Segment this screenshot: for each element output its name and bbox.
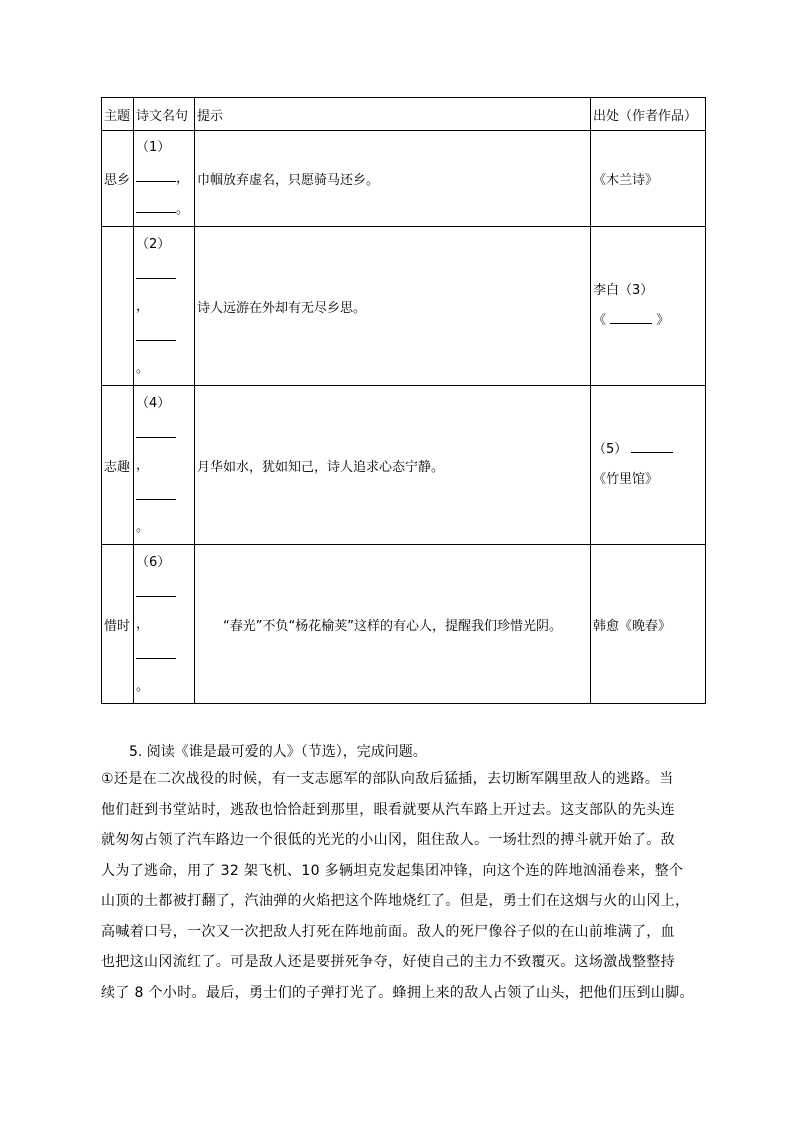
answer-blank[interactable] — [136, 645, 176, 659]
period: 。 — [136, 678, 150, 694]
title-open: 《 — [593, 313, 607, 328]
answer-blank[interactable] — [136, 265, 176, 279]
row-source: 韩愈《晚春》 — [591, 545, 706, 704]
item-number: （5） — [593, 442, 628, 457]
item-number: （1） — [136, 140, 171, 155]
paragraph-line: 续了 8 个小时。最后，勇士们的子弹打光了。蜂拥上来的敌人占领了山头，把他们压到山脚。 — [101, 984, 694, 1001]
table-row — [102, 545, 706, 704]
row-theme: 思乡 — [102, 131, 134, 227]
item-number: （2） — [136, 236, 171, 252]
row-source — [591, 386, 706, 545]
answer-blank[interactable] — [631, 439, 673, 453]
row-lines — [134, 545, 195, 704]
row-source: 《木兰诗》 — [591, 131, 706, 227]
title-close: 》 — [656, 313, 670, 328]
table-row — [102, 131, 706, 227]
row-theme — [102, 227, 134, 386]
row-lines — [134, 131, 195, 227]
answer-blank[interactable] — [136, 583, 176, 597]
source-title: 《竹里馆》 — [593, 472, 659, 487]
answer-blank[interactable] — [136, 486, 176, 500]
row-hint: 巾帼放弃虚名，只愿骑马还乡。 — [195, 131, 591, 227]
table-row — [102, 386, 706, 545]
table-header-row — [102, 98, 706, 131]
paragraph-line: 高喊着口号，一次又一次把敌人打死在阵地前面。敌人的死尸像谷子似的在山前堆满了，血 — [101, 923, 675, 940]
paragraph-line: 也把这山冈流红了。可是敌人还是要拼死争夺，好使自己的主力不致覆灭。这场激战整整持 — [101, 954, 675, 970]
header-lines: 诗文名句 — [134, 98, 195, 131]
paragraph-line: ①还是在二次战役的时候，有一支志愿军的部队向敌后猛插，去切断军隅里敌人的逃路。当 — [101, 771, 674, 787]
row-hint: 月华如水，犹如知己，诗人追求心态宁静。 — [195, 386, 591, 545]
table-row — [102, 227, 706, 386]
row-lines — [134, 386, 195, 545]
answer-blank[interactable] — [136, 327, 176, 341]
paragraph-line: 人为了逃命，用了 32 架飞机、10 多辆坦克发起集团冲锋，向这个连的阵地汹涌卷来，整个 — [101, 862, 684, 879]
period: 。 — [136, 360, 150, 376]
row-theme: 惜时 — [102, 545, 134, 704]
paragraph-line: 山顶的土都被打翻了，汽油弹的火焰把这个阵地烧红了。但是，勇士们在这烟与火的山冈上， — [101, 893, 690, 909]
question-label: 5. 阅读《谁是最可爱的人》（节选），完成问题。 — [129, 744, 427, 760]
row-hint: “春光”不负“杨花榆荚”这样的有心人，提醒我们珍惜光阴。 — [195, 545, 591, 704]
source-author: 李白（3） — [593, 283, 654, 298]
row-lines — [134, 227, 195, 386]
comma: ， — [136, 616, 150, 632]
comma: ， — [136, 457, 150, 473]
comma: ， — [176, 171, 190, 186]
paragraph-line: 就匆匆占领了汽车路边一个很低的光光的小山冈，阻住敌人。一场壮烈的搏斗就开始了。敌 — [101, 832, 675, 848]
item-number: （6） — [136, 554, 171, 570]
row-hint: 诗人远游在外却有无尽乡思。 — [195, 227, 591, 386]
item-number: （4） — [136, 395, 171, 411]
period: 。 — [136, 519, 150, 535]
row-source — [591, 227, 706, 386]
header-hint: 提示 — [195, 98, 591, 131]
answer-blank[interactable] — [136, 424, 176, 438]
row-theme: 志趣 — [102, 386, 134, 545]
answer-blank[interactable] — [610, 310, 652, 324]
header-theme: 主题 — [102, 98, 134, 131]
answer-blank[interactable] — [136, 199, 176, 213]
reading-question — [101, 740, 711, 1008]
header-source: 出处（作者作品） — [591, 98, 706, 131]
answer-blank[interactable] — [136, 168, 176, 182]
comma: ， — [136, 298, 150, 314]
paragraph-line: 他们赶到书堂站时，逃敌也恰恰赶到那里，眼看就要从汽车路上开过去。这支部队的先头连 — [101, 801, 675, 818]
period: 。 — [176, 202, 190, 217]
poem-table — [101, 97, 706, 704]
